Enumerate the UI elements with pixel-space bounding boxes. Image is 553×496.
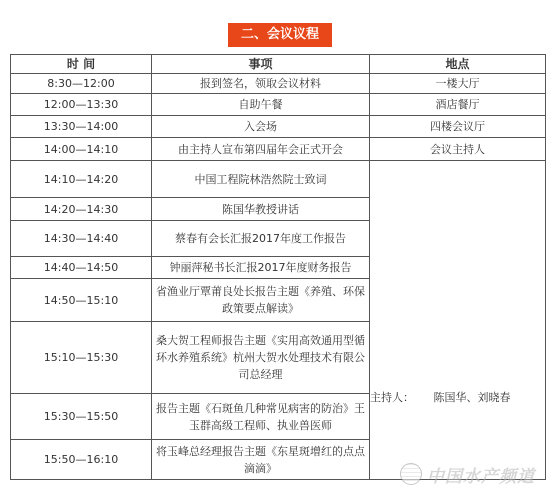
- row-item: 自助午餐: [152, 94, 370, 116]
- table-row: [11, 94, 546, 116]
- row-location: 四楼会议厅: [370, 116, 546, 138]
- header-location: 地点: [370, 55, 546, 74]
- row-item: 报告主题《石斑鱼几种常见病害的防治》王玉群高级工程师、执业兽医师: [152, 394, 370, 440]
- table-row: [11, 138, 546, 161]
- row-item: 中国工程院林浩然院士致词: [152, 161, 370, 198]
- table-row: [11, 74, 546, 94]
- agenda-table: [10, 54, 546, 480]
- table-row: [11, 116, 546, 138]
- row-time: 14:40—14:50: [11, 257, 152, 279]
- globe-icon: [400, 463, 422, 485]
- row-time: 14:10—14:20: [11, 161, 152, 198]
- row-time: 8:30—12:00: [11, 74, 152, 94]
- row-item: 陈国华教授讲话: [152, 198, 370, 221]
- table-row: [11, 161, 546, 198]
- row-time: 12:00—13:30: [11, 94, 152, 116]
- host-names: 陈国华、刘晓春: [433, 391, 511, 404]
- row-location: 酒店餐厅: [370, 94, 546, 116]
- row-item: 入会场: [152, 116, 370, 138]
- row-item: 报到签名，领取会议材料: [152, 74, 370, 94]
- row-time: 15:50—16:10: [11, 440, 152, 480]
- row-time: 14:30—14:40: [11, 221, 152, 257]
- row-location: 一楼大厅: [370, 74, 546, 94]
- row-item: 由主持人宣布第四届年会正式开会: [152, 138, 370, 161]
- table-header-row: [11, 55, 546, 74]
- row-time: 15:10—15:30: [11, 322, 152, 394]
- row-item: 省渔业厅覃莆良处长报告主题《养殖、环保政策要点解读》: [152, 279, 370, 322]
- row-item: 蔡春有会长汇报2017年度工作报告: [152, 221, 370, 257]
- host-cell: [370, 161, 546, 480]
- row-location: 会议主持人: [370, 138, 546, 161]
- host-label: 主持人：: [370, 391, 414, 404]
- row-time: 14:50—15:10: [11, 279, 152, 322]
- section-header: [0, 0, 553, 50]
- row-item: 将玉峰总经理报告主题《东星斑增红的点点滴滴》: [152, 440, 370, 480]
- row-time: 14:20—14:30: [11, 198, 152, 221]
- row-item: 钟丽萍秘书长汇报2017年度财务报告: [152, 257, 370, 279]
- row-time: 14:00—14:10: [11, 138, 152, 161]
- row-time: 13:30—14:00: [11, 116, 152, 138]
- header-item: 事项: [152, 55, 370, 74]
- watermark: [400, 462, 535, 486]
- row-item: 桑大贺工程师报告主题《实用高效通用型循环水养殖系统》杭州大贺水处理技术有限公司总经理: [152, 322, 370, 394]
- section-title: 二、会议议程: [228, 23, 332, 47]
- row-time: 15:30—15:50: [11, 394, 152, 440]
- header-time: 时 间: [11, 55, 152, 74]
- watermark-text: 中国水产频道: [427, 466, 535, 487]
